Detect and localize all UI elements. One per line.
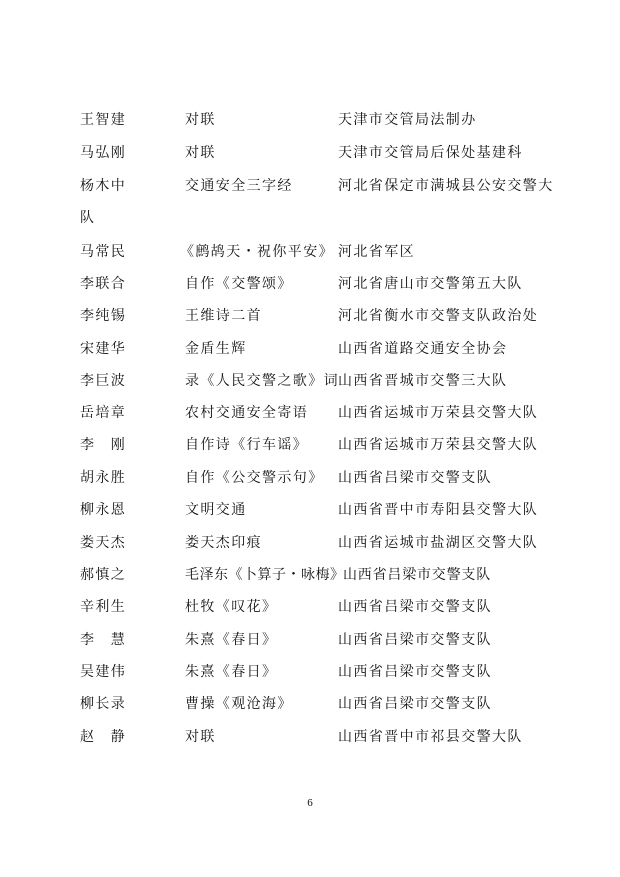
entry-unit: 河北省保定市满城县公安交警大 <box>338 178 554 194</box>
entry-work: 毛泽东《卜算子・咏梅》 <box>185 567 345 583</box>
entry-work: 农村交通安全寄语 <box>185 405 309 421</box>
entry-unit: 山西省运城市万荣县交警大队 <box>338 405 539 421</box>
entry-name: 辛利生 <box>80 599 127 615</box>
entry-name: 李联合 <box>80 276 127 292</box>
entry-row <box>0 107 620 133</box>
entry-name: 杨木中 <box>80 178 127 194</box>
entry-name: 娄天杰 <box>80 535 127 551</box>
entry-unit: 山西省运城市万荣县交警大队 <box>338 437 539 453</box>
entry-work: 自作《公交警示句》 <box>185 470 324 486</box>
entry-work: 朱熹《春日》 <box>185 664 278 680</box>
entry-row <box>0 368 620 394</box>
entry-unit: 山西省晋中市寿阳县交警大队 <box>338 502 539 518</box>
entry-unit: 山西省晋城市交警三大队 <box>338 373 508 389</box>
entry-work: 《鹧鸪天・祝你平安》 <box>180 244 334 260</box>
entry-work: 交通安全三字经 <box>185 178 293 194</box>
entry-row <box>0 562 620 588</box>
entry-row <box>0 724 620 750</box>
entry-unit: 山西省吕梁市交警支队 <box>338 664 492 680</box>
entry-row <box>0 432 620 458</box>
entry-work: 杜牧《叹花》 <box>185 599 278 615</box>
entry-unit: 山西省吕梁市交警支队 <box>338 632 492 648</box>
entry-work: 自作《交警颂》 <box>185 276 293 292</box>
entry-name: 吴建伟 <box>80 664 127 680</box>
entry-row <box>0 465 620 491</box>
entry-name: 马常民 <box>80 244 127 260</box>
entry-work: 王维诗二首 <box>185 308 262 324</box>
entry-row <box>0 336 620 362</box>
entry-row <box>0 140 620 166</box>
entry-name: 李 刚 <box>80 437 127 453</box>
entry-work: 对联 <box>185 729 216 745</box>
entry-unit: 山西省道路交通安全协会 <box>338 341 508 357</box>
entry-work: 对联 <box>185 112 216 128</box>
entry-unit: 河北省军区 <box>338 244 415 260</box>
entry-work: 朱熹《春日》 <box>185 632 278 648</box>
entry-row <box>0 594 620 620</box>
entry-work: 自作诗《行车谣》 <box>185 437 309 453</box>
entry-row <box>0 627 620 653</box>
entry-unit: 天津市交管局法制办 <box>338 112 477 128</box>
entry-unit: 山西省吕梁市交警支队 <box>338 599 492 615</box>
entry-name: 马弘刚 <box>80 145 127 161</box>
entry-row <box>0 173 620 199</box>
entry-row <box>0 239 620 265</box>
entry-unit: 河北省衡水市交警支队政治处 <box>338 308 539 324</box>
entry-work: 录《人民交警之歌》词 <box>185 373 339 389</box>
entry-row <box>0 691 620 717</box>
entry-work: 曹操《观沧海》 <box>185 696 293 712</box>
page-number: 6 <box>307 797 313 809</box>
entry-name: 李纯锡 <box>80 308 127 324</box>
entry-name: 李巨波 <box>80 373 127 389</box>
entry-name: 李 慧 <box>80 632 127 648</box>
entry-unit: 河北省唐山市交警第五大队 <box>338 276 523 292</box>
entry-name: 郝慎之 <box>80 567 127 583</box>
entry-unit: 天津市交管局后保处基建科 <box>338 145 523 161</box>
entry-name: 柳长录 <box>80 696 127 712</box>
entry-row <box>0 400 620 426</box>
entry-row <box>0 530 620 556</box>
entry-name: 岳培章 <box>80 405 127 421</box>
entry-work: 文明交通 <box>185 502 247 518</box>
entry-unit: 山西省吕梁市交警支队 <box>338 696 492 712</box>
entry-unit: 山西省运城市盐湖区交警大队 <box>338 535 539 551</box>
entry-unit-continuation: 队 <box>80 210 96 226</box>
entry-unit: 山西省晋中市祁县交警大队 <box>338 729 523 745</box>
entry-name: 宋建华 <box>80 341 127 357</box>
entry-name: 赵 静 <box>80 729 127 745</box>
entry-work: 娄天杰印痕 <box>185 535 262 551</box>
entry-unit: 山西省吕梁市交警支队 <box>343 567 491 583</box>
entry-name: 柳永恩 <box>80 502 127 518</box>
entry-continuation-row <box>0 205 620 231</box>
entry-row <box>0 303 620 329</box>
entry-work: 金盾生辉 <box>185 341 247 357</box>
entry-unit: 山西省吕梁市交警支队 <box>338 470 492 486</box>
entry-name: 胡永胜 <box>80 470 127 486</box>
entry-row <box>0 271 620 297</box>
entry-row <box>0 659 620 685</box>
entry-name: 王智建 <box>80 112 127 128</box>
entry-work: 对联 <box>185 145 216 161</box>
entry-row <box>0 497 620 523</box>
